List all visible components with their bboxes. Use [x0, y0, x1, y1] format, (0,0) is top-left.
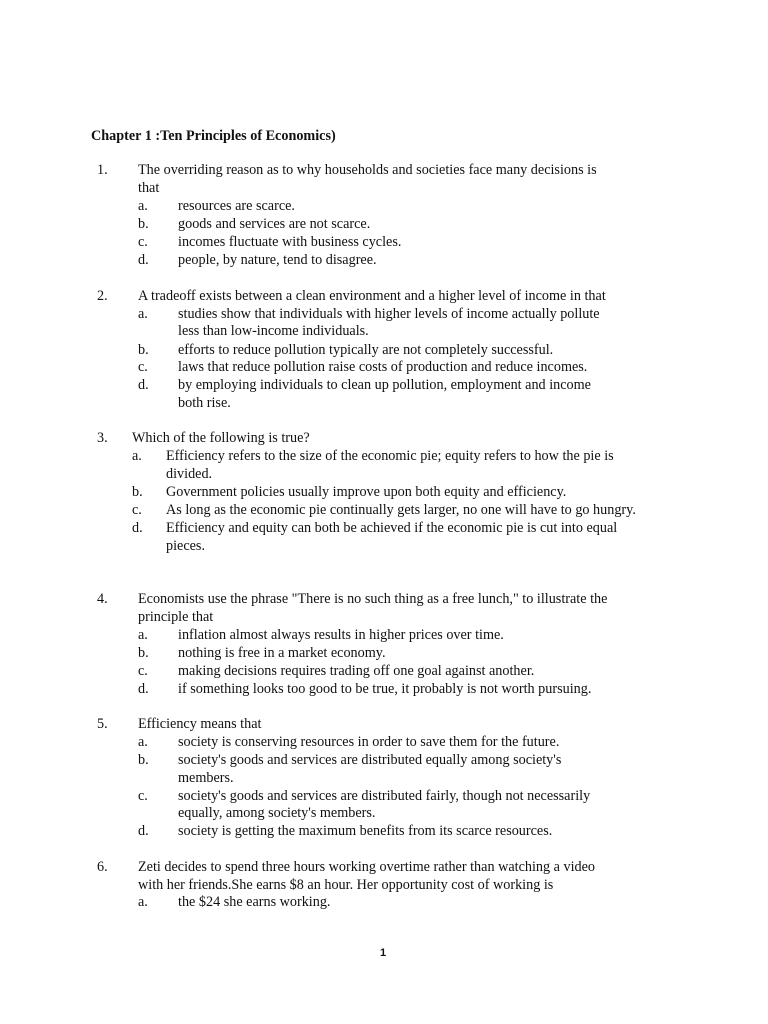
page-title: Chapter 1 :Ten Principles of Economics)	[91, 128, 336, 144]
option-text: incomes fluctuate with business cycles.	[178, 234, 402, 250]
option-letter: c.	[138, 663, 148, 679]
question-number: 5.	[97, 716, 108, 732]
option-text: by employing individuals to clean up pollution, employment and income	[178, 377, 591, 393]
option-letter: a.	[138, 306, 148, 322]
question-stem-line: Zeti decides to spend three hours working overtime rather than watching a video	[138, 859, 596, 875]
option-letter: d.	[132, 520, 143, 536]
question-number: 3.	[97, 430, 108, 446]
option-letter: b.	[138, 645, 149, 661]
option-letter: b.	[132, 484, 143, 500]
question-stem-line: Economists use the phrase "There is no such thing as a free lunch," to illustrate the	[138, 591, 608, 607]
option-text: pieces.	[166, 538, 205, 554]
option-text: Efficiency and equity can both be achieved if the economic pie is cut into equal	[166, 520, 618, 536]
option-text: resources are scarce.	[178, 198, 295, 214]
option-letter: d.	[138, 681, 149, 697]
option-letter: a.	[132, 448, 142, 464]
option-letter: c.	[138, 788, 148, 804]
question-number: 1.	[97, 162, 108, 178]
question-stem-line: principle that	[138, 609, 214, 625]
option-text: both rise.	[178, 395, 231, 411]
option-letter: b.	[138, 342, 149, 358]
option-letter: d.	[138, 823, 149, 839]
option-text: equally, among society's members.	[178, 805, 376, 821]
option-letter: d.	[138, 252, 149, 268]
question-stem-line: with her friends.She earns $8 an hour. Her opportunity cost of working is	[138, 877, 554, 893]
option-text: the $24 she earns working.	[178, 894, 331, 910]
option-text: people, by nature, tend to disagree.	[178, 252, 377, 268]
option-text: divided.	[166, 466, 213, 482]
question-number: 4.	[97, 591, 108, 607]
option-text: efforts to reduce pollution typically are not completely successful.	[178, 342, 554, 358]
option-text: inflation almost always results in higher prices over time.	[178, 627, 504, 643]
question-stem-line: The overriding reason as to why households and societies face many decisions is	[138, 162, 597, 178]
option-text: goods and services are not scarce.	[178, 216, 371, 232]
option-text: nothing is free in a market economy.	[178, 645, 386, 661]
option-text: As long as the economic pie continually gets larger, no one will have to go hungry.	[166, 502, 636, 518]
option-letter: c.	[138, 359, 148, 375]
option-text: Government policies usually improve upon both equity and efficiency.	[166, 484, 567, 500]
option-letter: c.	[132, 502, 142, 518]
option-text: society is getting the maximum benefits from its scarce resources.	[178, 823, 553, 839]
question-number: 6.	[97, 859, 108, 875]
option-letter: d.	[138, 377, 149, 393]
option-letter: a.	[138, 198, 148, 214]
question-stem-line: Which of the following is true?	[132, 430, 310, 446]
option-text: society's goods and services are distributed equally among society's	[178, 752, 562, 768]
question-number: 2.	[97, 288, 108, 304]
option-text: society is conserving resources in order to save them for the future.	[178, 734, 560, 750]
option-text: if something looks too good to be true, it probably is not worth pursuing.	[178, 681, 592, 697]
option-letter: b.	[138, 216, 149, 232]
option-text: Efficiency refers to the size of the economic pie; equity refers to how the pie is	[166, 448, 614, 464]
option-text: less than low-income individuals.	[178, 323, 369, 339]
option-text: laws that reduce pollution raise costs of production and reduce incomes.	[178, 359, 588, 375]
question-stem-line: that	[138, 180, 160, 196]
option-letter: c.	[138, 234, 148, 250]
option-letter: b.	[138, 752, 149, 768]
option-letter: a.	[138, 627, 148, 643]
option-letter: a.	[138, 894, 148, 910]
option-text: society's goods and services are distributed fairly, though not necessarily	[178, 788, 591, 804]
option-letter: a.	[138, 734, 148, 750]
question-stem-line: Efficiency means that	[138, 716, 262, 732]
option-text: making decisions requires trading off one goal against another.	[178, 663, 535, 679]
option-text: members.	[178, 770, 234, 786]
question-stem-line: A tradeoff exists between a clean environment and a higher level of income in that	[138, 288, 606, 304]
option-text: studies show that individuals with higher levels of income actually pollute	[178, 306, 600, 322]
page-number: 1	[380, 947, 387, 959]
